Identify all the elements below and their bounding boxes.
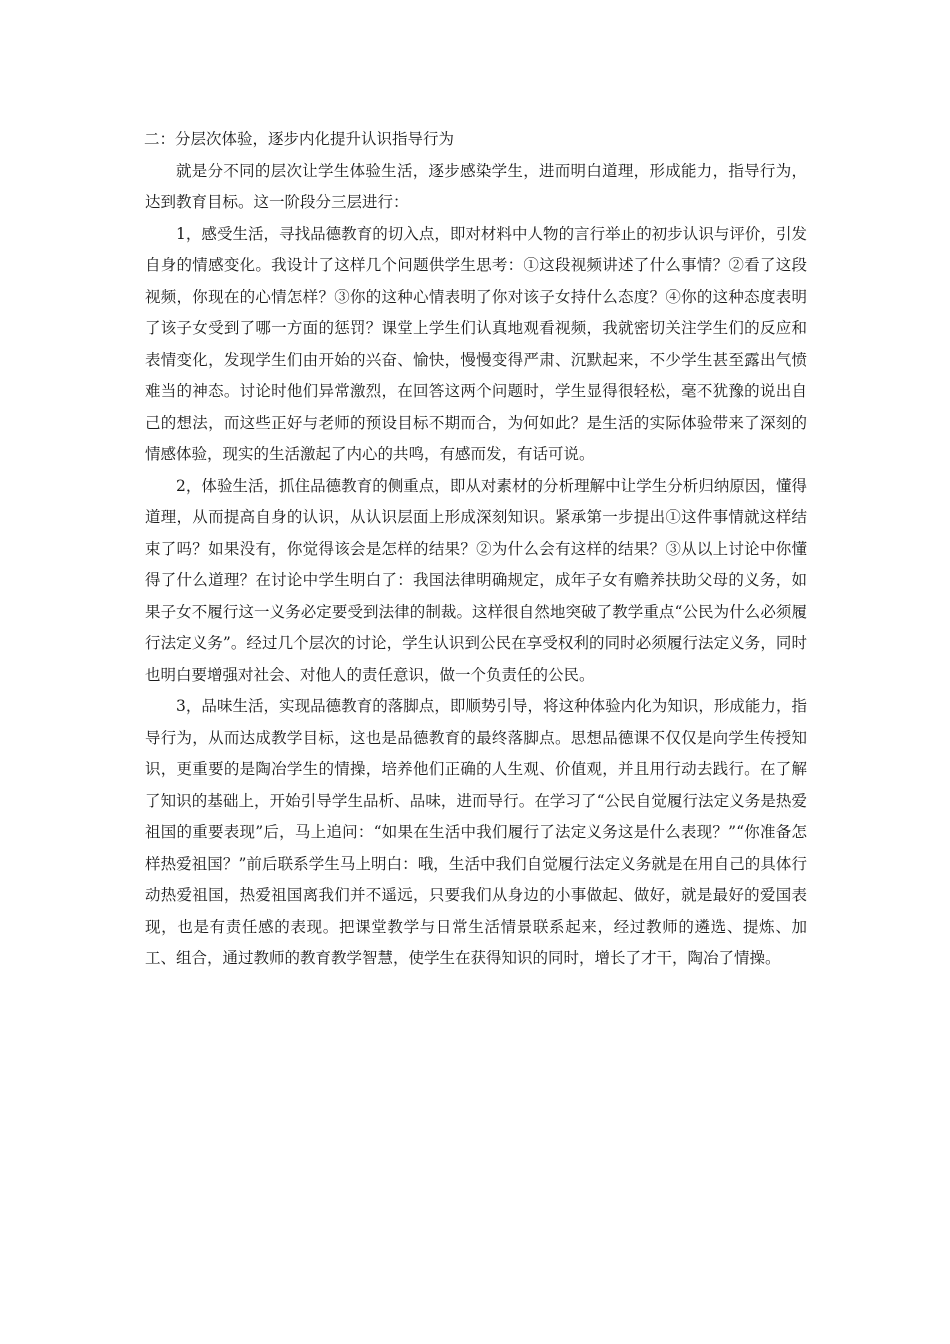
- paragraph-step-2: 2，体验生活，抓住品德教育的侧重点，即从对素材的分析理解中让学生分析归纳原因，懂得道理，从而提高自身的认识，从认识层面上形成深刻知识。紧承第一步提出①这件事情就这样结束了吗？如果没有，你觉得该会是怎样的结果？②为什么会有这样的结果？③从以上讨论中你懂得了什么道理？在讨论中学生明白了：我国法律明确规定，成年子女有赡养扶助父母的义务，如果子女不履行这一义务必定要受到法律的制裁。这样很自然地突破了教学重点“公民为什么必须履行法定义务”。经过几个层次的讨论，学生认识到公民在享受权利的同时必须履行法定义务，同时也明白要增强对社会、对他人的责任意识，做一个负责任的公民。: [145, 476, 807, 684]
- document-body: [145, 124, 807, 975]
- paragraph-intro: 就是分不同的层次让学生体验生活，逐步感染学生，进而明白道理，形成能力，指导行为，达到教育目标。这一阶段分三层进行：: [145, 161, 807, 211]
- section-heading: 二：分层次体验，逐步内化提升认识指导行为: [144, 130, 455, 148]
- paragraph-step-1: 1，感受生活，寻找品德教育的切入点，即对材料中人物的言行举止的初步认识与评价，引发自身的情感变化。我设计了这样几个问题供学生思考：①这段视频讲述了什么事情？②看了这段视频，你现在的心情怎样？③你的这种心情表明了你对该子女持什么态度？④你的这种态度表明了该子女受到了哪一方面的惩罚？课堂上学生们认真地观看视频，我就密切关注学生们的反应和表情变化，发现学生们由开始的兴奋、愉快，慢慢变得严肃、沉默起来，不少学生甚至露出气愤难当的神态。讨论时他们异常激烈，在回答这两个问题时，学生显得很轻松，毫不犹豫的说出自己的想法，而这些正好与老师的预设目标不期而合，为何如此？是生活的实际体验带来了深刻的情感体验，现实的生活激起了内心的共鸣，有感而发，有话可说。: [145, 224, 807, 463]
- paragraph-step-3: 3，品味生活，实现品德教育的落脚点，即顺势引导，将这种体验内化为知识，形成能力，指导行为，从而达成教学目标，这也是品德教育的最终落脚点。思想品德课不仅仅是向学生传授知识，更重要的是陶冶学生的情操，培养他们正确的人生观、价值观，并且用行动去践行。在了解了知识的基础上，开始引导学生品析、品味，进而导行。在学习了“公民自觉履行法定义务是热爱祖国的重要表现”后，马上追问：“如果在生活中我们履行了法定义务这是什么表现？”“你准备怎样热爱祖国？”前后联系学生马上明白：哦，生活中我们自觉履行法定义务就是在用自己的具体行动热爱祖国，热爱祖国离我们并不遥远，只要我们从身边的小事做起、做好，就是最好的爱国表现，也是有责任感的表现。把课堂教学与日常生活情景联系起来，经过教师的遴选、提炼、加工、组合，通过教师的教育教学智慧，使学生在获得知识的同时，增长了才干，陶冶了情操。: [145, 697, 807, 967]
